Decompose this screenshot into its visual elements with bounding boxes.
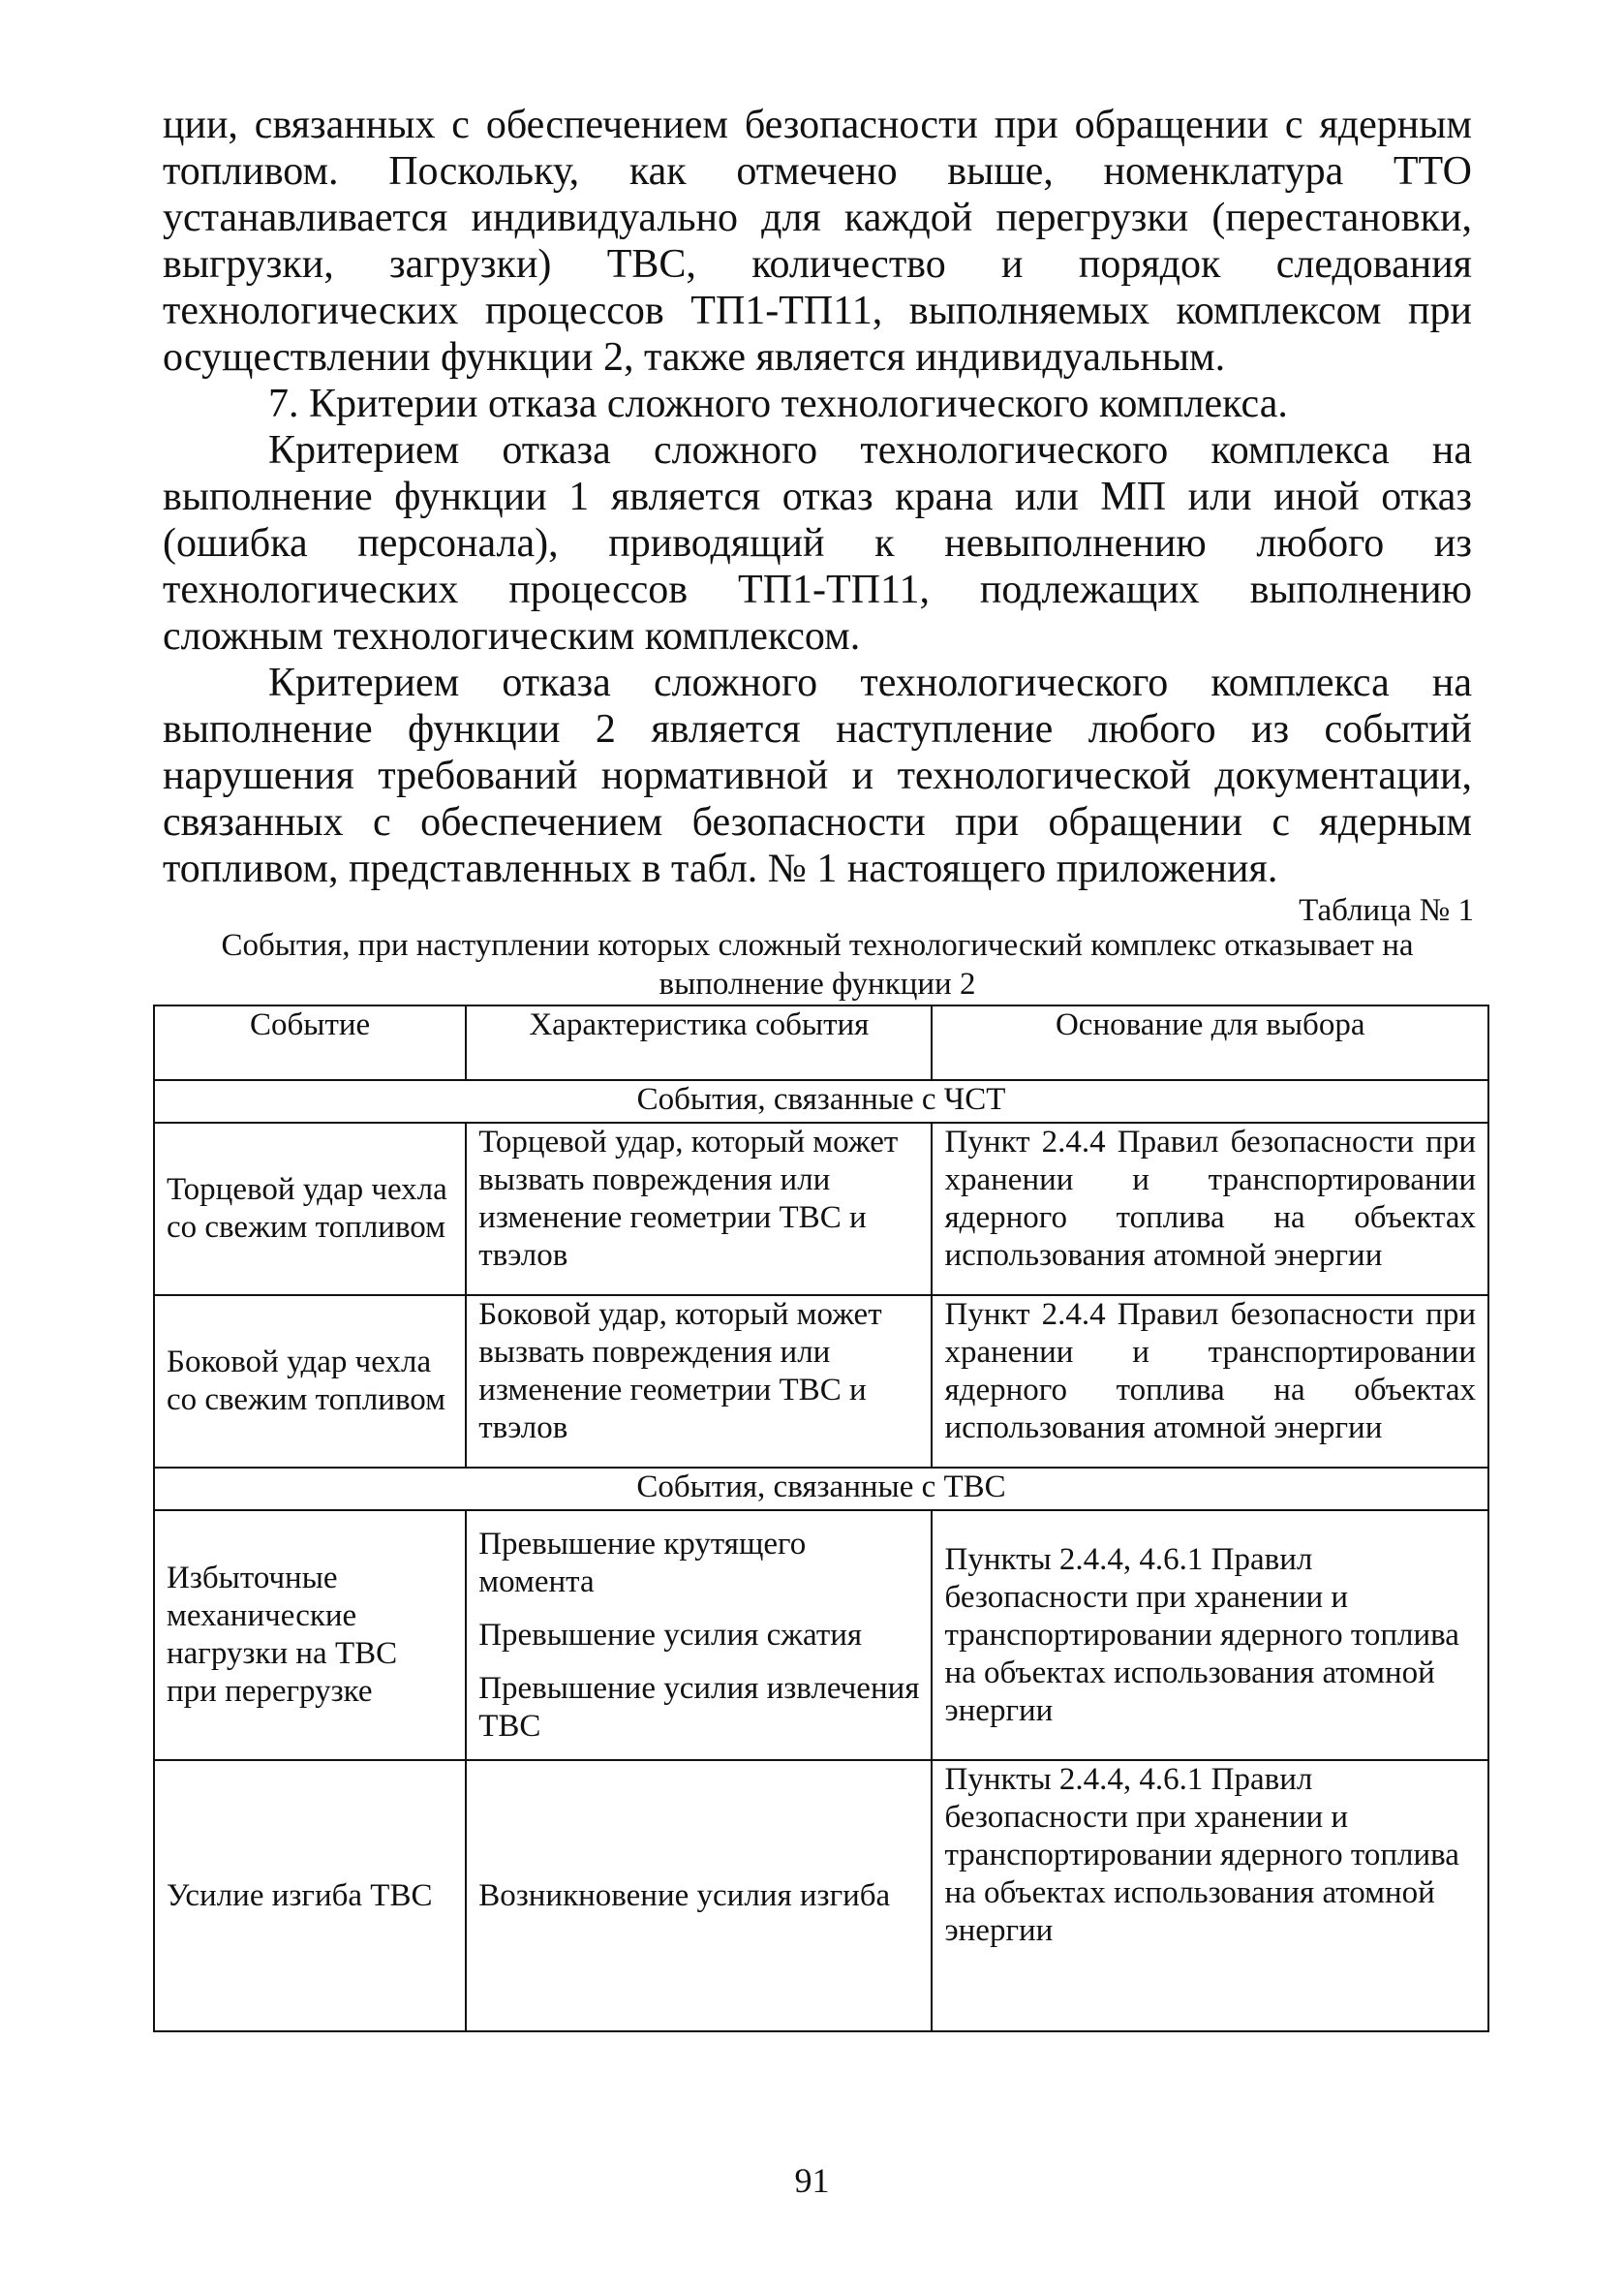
table-row xyxy=(154,1123,1488,1295)
body-text xyxy=(163,102,1472,892)
section-row xyxy=(154,1080,1488,1123)
section-title-tvs: События, связанные с ТВС xyxy=(154,1468,1488,1510)
table-title: События, при наступлении которых сложный технологический комплекс отказывает на выполнение функции 2 xyxy=(221,928,1414,1002)
basis-cell: Пункт 2.4.4 Правил безопасности при хранении и транспортировании ядерного топлива на объектах использования атомной энергии xyxy=(932,1123,1488,1295)
paragraph-continuation: ции, связанных с обеспечением безопасности при обращении с ядерным топливом. Поскольку, как отмечено выше, номенклатура ТТО устанавливается индивидуально для каждой перегрузки (перестановки, выгрузки, загрузки) ТВС, количество и порядок следования технологических процессов ТП1-ТП11, выполняемых комплексом при осуществлении функции 2, также является индивидуальным. xyxy=(163,103,1472,380)
characteristic-item: Превышение усилия извлечения ТВС xyxy=(478,1670,920,1744)
paragraph-function-2: Критерием отказа сложного технологического комплекса на выполнение функции 2 является наступление любого из событий нарушения требований нормативной и технологической документации, связанных с обеспечением безопасности при обращении с ядерным топливом, представленных в табл. № 1 настоящего приложения. xyxy=(163,661,1472,891)
event-cell: Избыточные механические нагрузки на ТВС при перегрузке xyxy=(154,1510,466,1760)
table-row xyxy=(154,1760,1488,2031)
table-number: Таблица № 1 xyxy=(1299,893,1474,928)
table-row xyxy=(154,1295,1488,1468)
event-cell: Торцевой удар чехла со свежим топливом xyxy=(154,1123,466,1295)
header-basis: Основание для выбора xyxy=(932,1005,1488,1080)
characteristic-cell: Торцевой удар, который может вызвать повреждения или изменение геометрии ТВС и твэлов xyxy=(466,1123,932,1295)
characteristic-cell: Боковой удар, который может вызвать повреждения или изменение геометрии ТВС и твэлов xyxy=(466,1295,932,1468)
header-characteristics: Характеристика события xyxy=(466,1005,932,1080)
characteristic-cell xyxy=(466,1510,932,1760)
event-cell: Боковой удар чехла со свежим топливом xyxy=(154,1295,466,1468)
paragraph-function-1: Критерием отказа сложного технологического комплекса на выполнение функции 1 является отказ крана или МП или иной отказ (ошибка персонала), приводящий к невыполнению любого из технологических процессов ТП1-ТП11, подлежащих выполнению сложным технологическим комплексом. xyxy=(163,428,1472,659)
characteristic-list xyxy=(478,1526,919,1746)
section-title-chst: События, связанные с ЧСТ xyxy=(154,1080,1488,1123)
characteristic-item: Превышение крутящего момента xyxy=(478,1526,807,1599)
basis-cell: Пункты 2.4.4, 4.6.1 Правил безопасности при хранении и транспортировании ядерного топлива на объектах использования атомной энергии xyxy=(932,1510,1488,1760)
section-heading: 7. Критерии отказа сложного технологического комплекса. xyxy=(268,382,1288,426)
basis-cell: Пункты 2.4.4, 4.6.1 Правил безопасности при хранении и транспортировании ядерного топлива на объектах использования атомной энергии xyxy=(932,1760,1488,2031)
table-header-row xyxy=(154,1005,1488,1080)
event-cell: Усилие изгиба ТВС xyxy=(154,1760,466,2031)
page-number: 91 xyxy=(794,2161,830,2200)
events-table xyxy=(153,1005,1489,2032)
table-row xyxy=(154,1510,1488,1760)
characteristic-item: Превышение усилия сжатия xyxy=(478,1617,863,1653)
basis-cell: Пункт 2.4.4 Правил безопасности при хранении и транспортировании ядерного топлива на объектах использования атомной энергии xyxy=(932,1295,1488,1468)
header-event: Событие xyxy=(154,1005,466,1080)
characteristic-cell: Возникновение усилия изгиба xyxy=(466,1760,932,2031)
section-row xyxy=(154,1468,1488,1510)
